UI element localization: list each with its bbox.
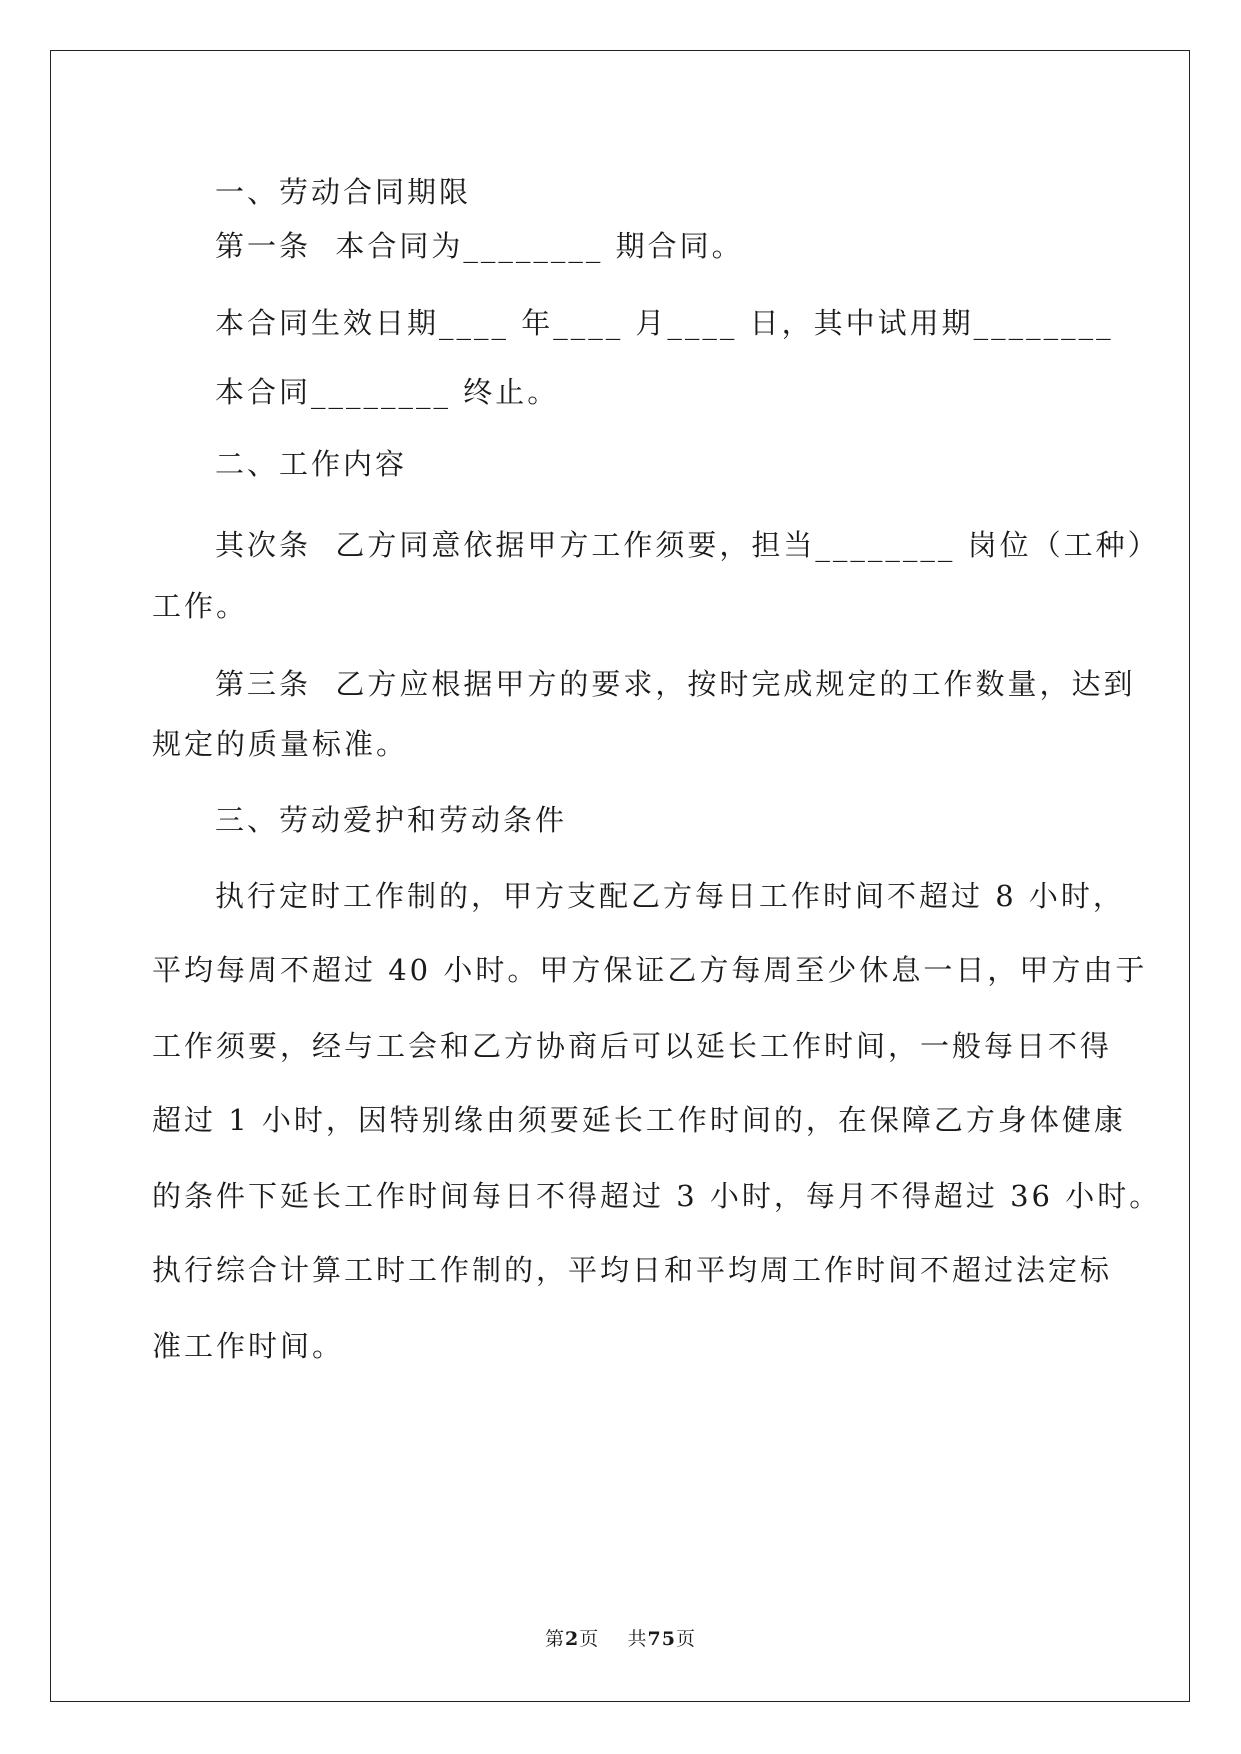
paragraph-article-3-line-1: 第三条 乙方应根据甲方的要求，按时完成规定的工作数量，达到 <box>215 667 1136 701</box>
paragraph-article-1: 第一条 本合同为________ 期合同。 <box>215 229 744 263</box>
paragraph-effective-date: 本合同生效日期____ 年____ 月____ 日，其中试用期________ <box>215 306 1114 340</box>
paragraph-working-hours-line-5: 的条件下延长工作时间每日不得超过 3 小时，每月不得超过 36 小时。 <box>152 1179 1162 1213</box>
paragraph-working-hours-line-6: 执行综合计算工时工作制的，平均日和平均周工作时间不超过法定标 <box>152 1253 1113 1287</box>
paragraph-working-hours-line-3: 工作须要，经与工会和乙方协商后可以延长工作时间，一般每日不得 <box>152 1029 1113 1063</box>
page-prefix: 第 <box>545 1628 566 1650</box>
page-footer <box>0 1626 1241 1652</box>
page-suffix: 页 <box>579 1628 600 1650</box>
section-heading-work-content: 二、工作内容 <box>215 447 408 481</box>
paragraph-working-hours-line-7: 准工作时间。 <box>152 1329 345 1363</box>
paragraph-working-hours-line-2: 平均每周不超过 40 小时。甲方保证乙方每周至少休息一日，甲方由于 <box>152 953 1148 987</box>
paragraph-working-hours-line-1: 执行定时工作制的，甲方支配乙方每日工作时间不超过 8 小时， <box>215 879 1125 913</box>
paragraph-article-2-line-1: 其次条 乙方同意依据甲方工作须要，担当________ 岗位（工种） <box>215 528 1160 562</box>
section-heading-contract-term: 一、劳动合同期限 <box>215 175 472 209</box>
paragraph-working-hours-line-4: 超过 1 小时，因特别缘由须要延长工作时间的，在保障乙方身体健康 <box>152 1103 1126 1137</box>
total-prefix: 共 <box>627 1628 648 1650</box>
total-suffix: 页 <box>675 1628 696 1650</box>
paragraph-article-3-line-2: 规定的质量标准。 <box>152 727 409 761</box>
section-heading-labor-protection: 三、劳动爱护和劳动条件 <box>215 803 568 837</box>
paragraph-article-2-line-2: 工作。 <box>152 589 249 623</box>
page-number: 2 <box>565 1628 580 1650</box>
paragraph-termination: 本合同________ 终止。 <box>215 375 560 409</box>
total-pages: 75 <box>647 1628 676 1650</box>
